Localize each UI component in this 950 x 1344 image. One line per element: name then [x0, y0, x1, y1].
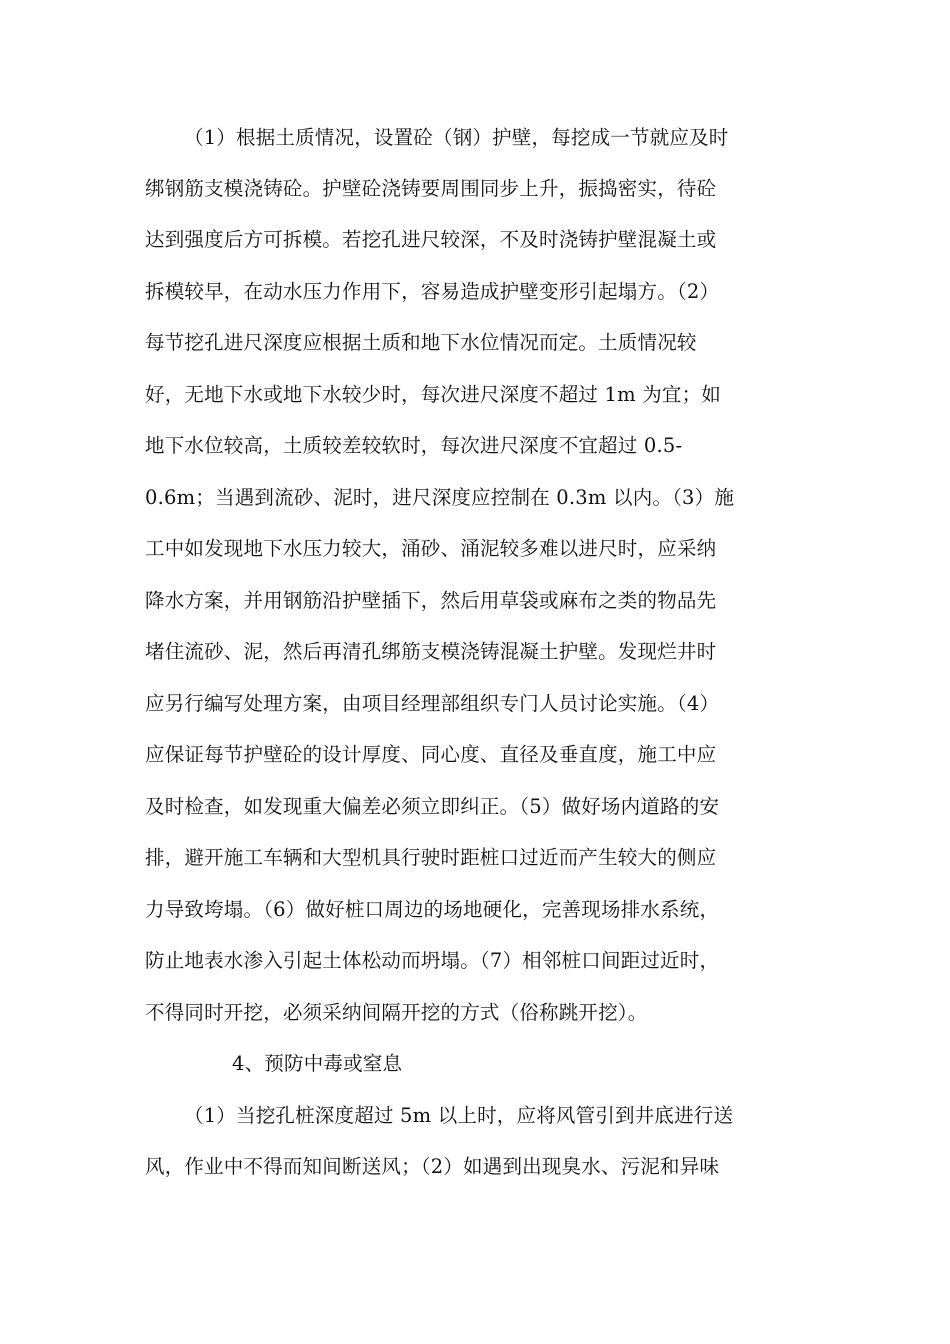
text-line: 排，避开施工车辆和大型机具行驶时距桩口过近而产生较大的侧应	[145, 846, 717, 869]
text-line: 拆模较早，在动水压力作用下，容易造成护壁变形引起塌方。（2）	[145, 280, 720, 303]
text-line: 应保证每节护壁砼的设计厚度、同心度、直径及垂直度，施工中应	[145, 743, 717, 766]
text-line: 不得同时开挖，必须采纳间隔开挖的方式（俗称跳开挖）。	[145, 1001, 648, 1024]
text-line: 好，无地下水或地下水较少时，每次进尺深度不超过 1m 为宜；如	[145, 383, 721, 406]
text-line: 工中如发现地下水压力较大，涌砂、涌泥较多难以进尺时，应采纳	[145, 537, 717, 560]
text-line: 0.6m；当遇到流砂、泥时，进尺深度应控制在 0.3m 以内。（3）施	[145, 486, 735, 509]
text-line: 达到强度后方可拆模。若挖孔进尺较深，不及时浇铸护壁混凝土或	[145, 228, 717, 251]
text-line: 堵住流砂、泥，然后再清孔绑筋支模浇铸混凝土护壁。发现烂井时	[145, 640, 717, 663]
text-line: 风，作业中不得而知间断送风；（2）如遇到出现臭水、污泥和异味	[145, 1155, 720, 1178]
text-line: （1）当挖孔桩深度超过 5m 以上时，应将风管引到井底进行送	[184, 1104, 734, 1127]
text-line: 防止地表水渗入引起土体松动而坍塌。（7）相邻桩口间距过近时，	[145, 949, 720, 972]
text-line: 力导致垮塌。（6）做好桩口周边的场地硬化，完善现场排水系统，	[145, 898, 720, 921]
text-line: 应另行编写处理方案，由项目经理部组织专门人员讨论实施。（4）	[145, 692, 720, 715]
text-line: 绑钢筋支模浇铸砼。护壁砼浇铸要周围同步上升，振捣密实，待砼	[145, 177, 717, 200]
section-heading: 4、预防中毒或窒息	[232, 1052, 403, 1075]
text-line: 每节挖孔进尺深度应根据土质和地下水位情况而定。土质情况较	[145, 331, 697, 354]
text-line: （1）根据土质情况，设置砼（钢）护壁，每挖成一节就应及时	[184, 126, 729, 149]
text-line: 降水方案，并用钢筋沿护壁插下，然后用草袋或麻布之类的物品先	[145, 589, 717, 612]
text-line: 及时检查，如发现重大偏差必须立即纠正。（5）做好场内道路的安	[145, 795, 720, 818]
text-line: 地下水位较高，土质较差较软时，每次进尺深度不宜超过 0.5-	[145, 434, 683, 457]
